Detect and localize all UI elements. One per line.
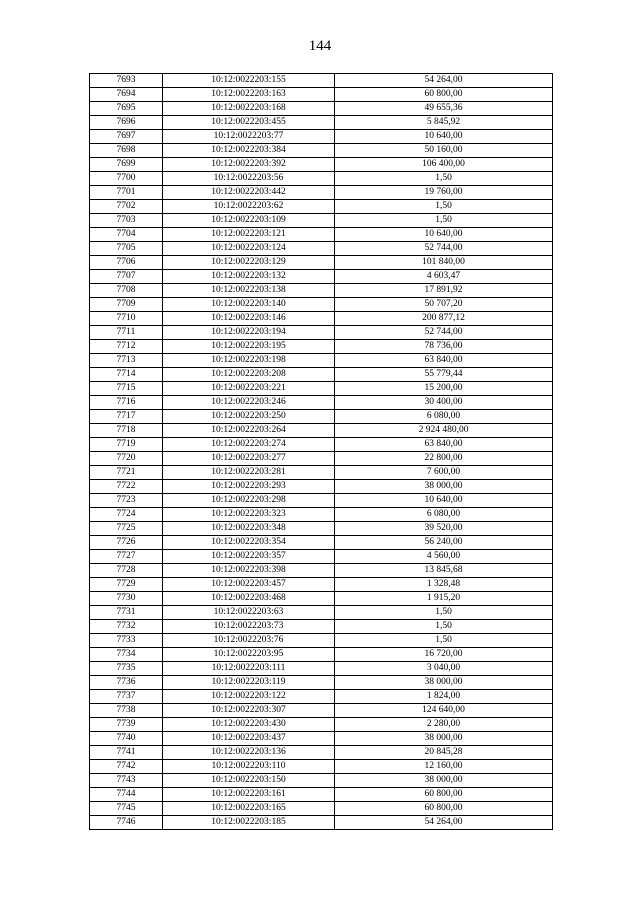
cadastral-number-cell: 10:12:0022203:457 — [163, 578, 335, 592]
table-row — [90, 494, 553, 508]
row-number-cell: 7710 — [90, 312, 163, 326]
cadastral-number-cell: 10:12:0022203:323 — [163, 508, 335, 522]
value-cell: 50 160,00 — [335, 144, 553, 158]
value-cell: 16 720,00 — [335, 648, 553, 662]
value-cell: 30 400,00 — [335, 396, 553, 410]
table-row — [90, 284, 553, 298]
value-cell: 22 800,00 — [335, 452, 553, 466]
table-row — [90, 200, 553, 214]
table-row — [90, 158, 553, 172]
row-number-cell: 7730 — [90, 592, 163, 606]
row-number-cell: 7716 — [90, 396, 163, 410]
cadastral-number-cell: 10:12:0022203:63 — [163, 606, 335, 620]
table-row — [90, 578, 553, 592]
cadastral-number-cell: 10:12:0022203:398 — [163, 564, 335, 578]
table-row — [90, 774, 553, 788]
row-number-cell: 7713 — [90, 354, 163, 368]
table-row — [90, 592, 553, 606]
value-cell: 1 915,20 — [335, 592, 553, 606]
table-row — [90, 522, 553, 536]
row-number-cell: 7724 — [90, 508, 163, 522]
row-number-cell: 7702 — [90, 200, 163, 214]
table-row — [90, 662, 553, 676]
value-cell: 101 840,00 — [335, 256, 553, 270]
value-cell: 200 877,12 — [335, 312, 553, 326]
row-number-cell: 7732 — [90, 620, 163, 634]
cadastral-number-cell: 10:12:0022203:121 — [163, 228, 335, 242]
row-number-cell: 7729 — [90, 578, 163, 592]
row-number-cell: 7722 — [90, 480, 163, 494]
value-cell: 55 779,44 — [335, 368, 553, 382]
value-cell: 38 000,00 — [335, 480, 553, 494]
cadastral-number-cell: 10:12:0022203:168 — [163, 102, 335, 116]
cadastral-number-cell: 10:12:0022203:111 — [163, 662, 335, 676]
cadastral-number-cell: 10:12:0022203:354 — [163, 536, 335, 550]
cadastral-number-cell: 10:12:0022203:76 — [163, 634, 335, 648]
cadastral-number-cell: 10:12:0022203:392 — [163, 158, 335, 172]
cadastral-number-cell: 10:12:0022203:274 — [163, 438, 335, 452]
table-row — [90, 368, 553, 382]
table-row — [90, 298, 553, 312]
value-cell: 63 840,00 — [335, 438, 553, 452]
row-number-cell: 7719 — [90, 438, 163, 452]
table-row — [90, 620, 553, 634]
cadastral-number-cell: 10:12:0022203:132 — [163, 270, 335, 284]
row-number-cell: 7715 — [90, 382, 163, 396]
cadastral-number-cell: 10:12:0022203:384 — [163, 144, 335, 158]
value-cell: 3 040,00 — [335, 662, 553, 676]
table-row — [90, 396, 553, 410]
cadastral-number-cell: 10:12:0022203:298 — [163, 494, 335, 508]
row-number-cell: 7700 — [90, 172, 163, 186]
row-number-cell: 7733 — [90, 634, 163, 648]
table-row — [90, 242, 553, 256]
value-cell: 19 760,00 — [335, 186, 553, 200]
cadastral-value-table — [89, 73, 553, 830]
cadastral-number-cell: 10:12:0022203:73 — [163, 620, 335, 634]
table-row — [90, 88, 553, 102]
value-cell: 60 800,00 — [335, 788, 553, 802]
table-row — [90, 718, 553, 732]
row-number-cell: 7736 — [90, 676, 163, 690]
value-cell: 1,50 — [335, 214, 553, 228]
value-cell: 13 845,68 — [335, 564, 553, 578]
value-cell: 1,50 — [335, 620, 553, 634]
value-cell: 52 744,00 — [335, 242, 553, 256]
row-number-cell: 7701 — [90, 186, 163, 200]
row-number-cell: 7740 — [90, 732, 163, 746]
cadastral-number-cell: 10:12:0022203:246 — [163, 396, 335, 410]
cadastral-number-cell: 10:12:0022203:136 — [163, 746, 335, 760]
cadastral-number-cell: 10:12:0022203:62 — [163, 200, 335, 214]
row-number-cell: 7694 — [90, 88, 163, 102]
table-row — [90, 634, 553, 648]
table-row — [90, 480, 553, 494]
table-body — [90, 74, 553, 830]
cadastral-number-cell: 10:12:0022203:163 — [163, 88, 335, 102]
row-number-cell: 7720 — [90, 452, 163, 466]
row-number-cell: 7711 — [90, 326, 163, 340]
table-row — [90, 312, 553, 326]
value-cell: 38 000,00 — [335, 774, 553, 788]
value-cell: 20 845,28 — [335, 746, 553, 760]
value-cell: 5 845,92 — [335, 116, 553, 130]
row-number-cell: 7721 — [90, 466, 163, 480]
cadastral-number-cell: 10:12:0022203:138 — [163, 284, 335, 298]
value-cell: 15 200,00 — [335, 382, 553, 396]
cadastral-number-cell: 10:12:0022203:161 — [163, 788, 335, 802]
row-number-cell: 7731 — [90, 606, 163, 620]
row-number-cell: 7745 — [90, 802, 163, 816]
row-number-cell: 7734 — [90, 648, 163, 662]
value-cell: 4 603,47 — [335, 270, 553, 284]
table-row — [90, 130, 553, 144]
cadastral-number-cell: 10:12:0022203:264 — [163, 424, 335, 438]
table-row — [90, 816, 553, 830]
table-row — [90, 690, 553, 704]
row-number-cell: 7695 — [90, 102, 163, 116]
row-number-cell: 7717 — [90, 410, 163, 424]
cadastral-number-cell: 10:12:0022203:109 — [163, 214, 335, 228]
value-cell: 1,50 — [335, 634, 553, 648]
row-number-cell: 7739 — [90, 718, 163, 732]
table-row — [90, 648, 553, 662]
cadastral-number-cell: 10:12:0022203:468 — [163, 592, 335, 606]
value-cell: 10 640,00 — [335, 130, 553, 144]
value-cell: 12 160,00 — [335, 760, 553, 774]
table-row — [90, 466, 553, 480]
table-row — [90, 760, 553, 774]
value-cell: 124 640,00 — [335, 704, 553, 718]
row-number-cell: 7699 — [90, 158, 163, 172]
table-row — [90, 144, 553, 158]
value-cell: 10 640,00 — [335, 494, 553, 508]
value-cell: 7 600,00 — [335, 466, 553, 480]
row-number-cell: 7741 — [90, 746, 163, 760]
row-number-cell: 7696 — [90, 116, 163, 130]
row-number-cell: 7735 — [90, 662, 163, 676]
table-row — [90, 340, 553, 354]
cadastral-number-cell: 10:12:0022203:56 — [163, 172, 335, 186]
cadastral-number-cell: 10:12:0022203:129 — [163, 256, 335, 270]
cadastral-number-cell: 10:12:0022203:140 — [163, 298, 335, 312]
row-number-cell: 7726 — [90, 536, 163, 550]
table-row — [90, 802, 553, 816]
cadastral-number-cell: 10:12:0022203:146 — [163, 312, 335, 326]
row-number-cell: 7746 — [90, 816, 163, 830]
table-row — [90, 214, 553, 228]
cadastral-number-cell: 10:12:0022203:208 — [163, 368, 335, 382]
value-cell: 50 707,20 — [335, 298, 553, 312]
table-row — [90, 410, 553, 424]
cadastral-number-cell: 10:12:0022203:250 — [163, 410, 335, 424]
value-cell: 63 840,00 — [335, 354, 553, 368]
value-cell: 56 240,00 — [335, 536, 553, 550]
value-cell: 1,50 — [335, 172, 553, 186]
value-cell: 78 736,00 — [335, 340, 553, 354]
value-cell: 38 000,00 — [335, 732, 553, 746]
value-cell: 2 280,00 — [335, 718, 553, 732]
table-row — [90, 116, 553, 130]
row-number-cell: 7708 — [90, 284, 163, 298]
row-number-cell: 7742 — [90, 760, 163, 774]
cadastral-number-cell: 10:12:0022203:221 — [163, 382, 335, 396]
value-cell: 2 924 480,00 — [335, 424, 553, 438]
table-row — [90, 550, 553, 564]
row-number-cell: 7737 — [90, 690, 163, 704]
row-number-cell: 7698 — [90, 144, 163, 158]
table-row — [90, 326, 553, 340]
table-row — [90, 256, 553, 270]
value-cell: 54 264,00 — [335, 74, 553, 88]
cadastral-number-cell: 10:12:0022203:124 — [163, 242, 335, 256]
value-cell: 52 744,00 — [335, 326, 553, 340]
table-row — [90, 438, 553, 452]
row-number-cell: 7744 — [90, 788, 163, 802]
row-number-cell: 7704 — [90, 228, 163, 242]
value-cell: 17 891,92 — [335, 284, 553, 298]
value-cell: 1,50 — [335, 606, 553, 620]
row-number-cell: 7728 — [90, 564, 163, 578]
row-number-cell: 7725 — [90, 522, 163, 536]
value-cell: 10 640,00 — [335, 228, 553, 242]
table-row — [90, 508, 553, 522]
table-row — [90, 102, 553, 116]
table-row — [90, 536, 553, 550]
cadastral-number-cell: 10:12:0022203:357 — [163, 550, 335, 564]
cadastral-number-cell: 10:12:0022203:119 — [163, 676, 335, 690]
value-cell: 106 400,00 — [335, 158, 553, 172]
cadastral-number-cell: 10:12:0022203:194 — [163, 326, 335, 340]
table-row — [90, 704, 553, 718]
row-number-cell: 7703 — [90, 214, 163, 228]
row-number-cell: 7743 — [90, 774, 163, 788]
row-number-cell: 7706 — [90, 256, 163, 270]
row-number-cell: 7738 — [90, 704, 163, 718]
cadastral-number-cell: 10:12:0022203:293 — [163, 480, 335, 494]
table-row — [90, 354, 553, 368]
cadastral-number-cell: 10:12:0022203:281 — [163, 466, 335, 480]
table-row — [90, 172, 553, 186]
cadastral-number-cell: 10:12:0022203:155 — [163, 74, 335, 88]
cadastral-number-cell: 10:12:0022203:277 — [163, 452, 335, 466]
table-row — [90, 74, 553, 88]
table-row — [90, 228, 553, 242]
cadastral-number-cell: 10:12:0022203:122 — [163, 690, 335, 704]
row-number-cell: 7697 — [90, 130, 163, 144]
cadastral-number-cell: 10:12:0022203:150 — [163, 774, 335, 788]
row-number-cell: 7707 — [90, 270, 163, 284]
cadastral-number-cell: 10:12:0022203:437 — [163, 732, 335, 746]
cadastral-number-cell: 10:12:0022203:307 — [163, 704, 335, 718]
cadastral-number-cell: 10:12:0022203:95 — [163, 648, 335, 662]
cadastral-number-cell: 10:12:0022203:198 — [163, 354, 335, 368]
value-cell: 54 264,00 — [335, 816, 553, 830]
value-cell: 1 328,48 — [335, 578, 553, 592]
value-cell: 39 520,00 — [335, 522, 553, 536]
value-cell: 1,50 — [335, 200, 553, 214]
cadastral-number-cell: 10:12:0022203:185 — [163, 816, 335, 830]
cadastral-number-cell: 10:12:0022203:77 — [163, 130, 335, 144]
row-number-cell: 7718 — [90, 424, 163, 438]
table-row — [90, 606, 553, 620]
row-number-cell: 7723 — [90, 494, 163, 508]
table-row — [90, 564, 553, 578]
table-row — [90, 424, 553, 438]
cadastral-number-cell: 10:12:0022203:195 — [163, 340, 335, 354]
row-number-cell: 7727 — [90, 550, 163, 564]
row-number-cell: 7712 — [90, 340, 163, 354]
value-cell: 6 080,00 — [335, 508, 553, 522]
table-row — [90, 788, 553, 802]
table-row — [90, 382, 553, 396]
table-row — [90, 746, 553, 760]
cadastral-number-cell: 10:12:0022203:110 — [163, 760, 335, 774]
value-cell: 6 080,00 — [335, 410, 553, 424]
page-number: 144 — [308, 38, 332, 54]
value-cell: 4 560,00 — [335, 550, 553, 564]
row-number-cell: 7709 — [90, 298, 163, 312]
cadastral-number-cell: 10:12:0022203:455 — [163, 116, 335, 130]
cadastral-number-cell: 10:12:0022203:165 — [163, 802, 335, 816]
row-number-cell: 7714 — [90, 368, 163, 382]
cadastral-number-cell: 10:12:0022203:348 — [163, 522, 335, 536]
table-row — [90, 270, 553, 284]
table-row — [90, 186, 553, 200]
table-row — [90, 452, 553, 466]
value-cell: 49 655,36 — [335, 102, 553, 116]
row-number-cell: 7693 — [90, 74, 163, 88]
value-cell: 38 000,00 — [335, 676, 553, 690]
value-cell: 60 800,00 — [335, 802, 553, 816]
cadastral-number-cell: 10:12:0022203:430 — [163, 718, 335, 732]
table-row — [90, 676, 553, 690]
row-number-cell: 7705 — [90, 242, 163, 256]
value-cell: 60 800,00 — [335, 88, 553, 102]
table-row — [90, 732, 553, 746]
cadastral-number-cell: 10:12:0022203:442 — [163, 186, 335, 200]
value-cell: 1 824,00 — [335, 690, 553, 704]
